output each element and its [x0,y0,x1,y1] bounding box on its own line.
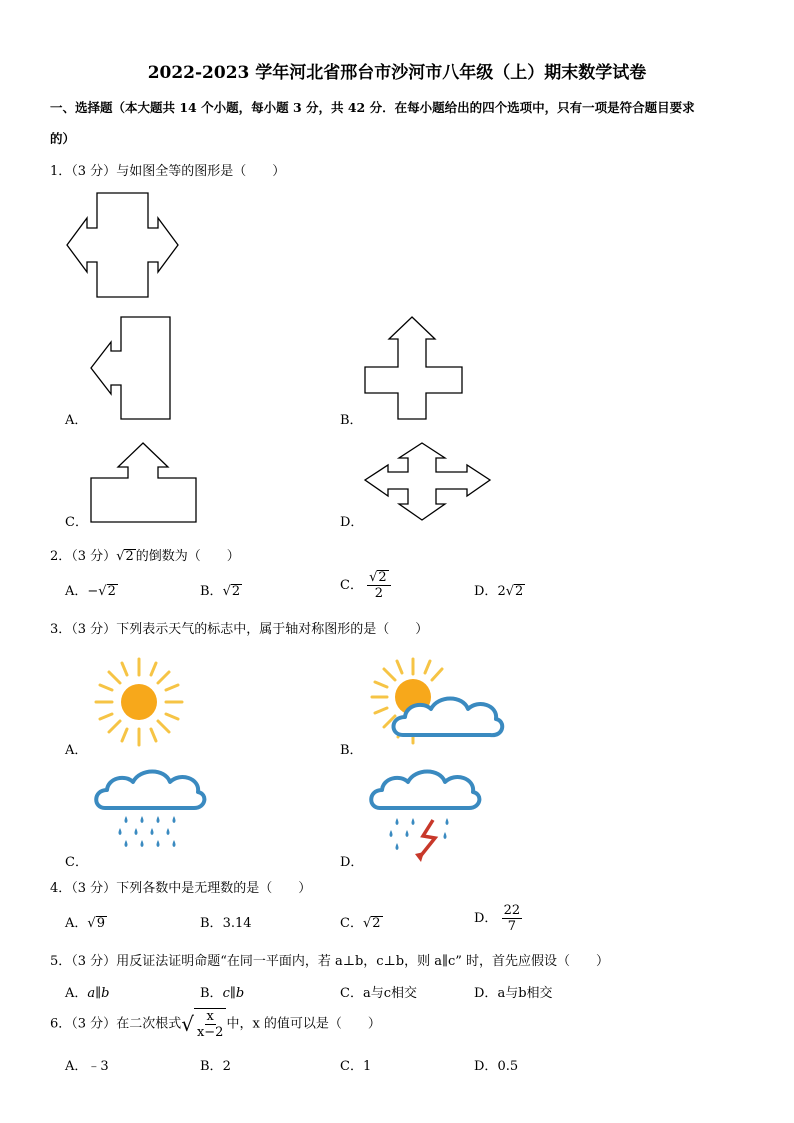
q6-option-d[interactable]: D．0.5 [474,1059,519,1074]
q1-option-a[interactable]: A． [65,413,88,428]
q1-option-c[interactable]: C． [65,515,88,530]
q1-option-d[interactable]: D． [340,515,364,530]
page-title: 2022-2023 学年河北省邢台市沙河市八年级（上）期末数学试卷 [147,63,647,83]
radical-fraction: $\frac{x}{x-2}$ [194,1008,227,1040]
q1-option-c-figure [88,440,203,525]
fraction: $\frac{22}{7}$ [503,903,521,934]
q6-option-b[interactable]: B．2 [200,1059,231,1074]
q2-option-a[interactable]: A．−√2 [65,584,116,599]
q3-option-a[interactable]: A． [65,743,88,758]
q3-option-b[interactable]: B． [340,743,363,758]
q1-option-a-figure [88,312,178,424]
question-4: 4．（3 分）下列各数中是无理数的是（ ） [50,881,312,896]
storm-cloud-icon [365,768,480,868]
q3-option-c[interactable]: C． [65,855,88,870]
q2-option-c[interactable]: C． $\frac{√2}{2}$ [340,570,391,601]
q1-option-b-figure [360,314,470,426]
section-heading: 一、选择题（本大题共 14 个小题，每小题 3 分，共 42 分．在每小题给出的四个选项中，只有一项是符合题目要求 [50,100,695,115]
q6-option-a[interactable]: A．﹣3 [65,1059,109,1074]
q5-option-b[interactable]: B．c∥b [200,986,245,1001]
question-1-text: 与如图全等的图形是（ ） [116,164,286,179]
q2-option-b[interactable]: B．√2 [200,584,241,599]
q4-option-b[interactable]: B．3.14 [200,916,252,931]
question-4-text: 下列各数中是无理数的是（ ） [116,881,312,896]
q4-option-c[interactable]: C．√2 [340,916,381,931]
question-3-text: 下列表示天气的标志中，属于轴对称图形的是（ ） [116,622,429,637]
question-6: 6．（3 分）在二次根式√ $\frac{x}{x-2}$ 中，x 的值可以是（ ） [50,1009,381,1040]
q4-option-a[interactable]: A．√9 [65,916,105,931]
question-3: 3．（3 分）下列表示天气的标志中，属于轴对称图形的是（ ） [50,622,429,637]
question-5: 5．（3 分）用反证法证明命题“在同一平面内，若 a⊥b，c⊥b，则 a∥c” 时，首先应假设（ ） [50,954,610,969]
fraction: $\frac{√2}{2}$ [367,570,391,601]
question-2-text: 的倒数为（ ） [135,549,240,564]
q2-option-d[interactable]: D．2√2 [474,584,524,599]
q1-reference-figure [60,188,185,303]
q3-option-d[interactable]: D． [340,855,364,870]
q5-option-a[interactable]: A．a∥b [65,986,110,1001]
sun-icon [92,655,187,750]
q5-option-d[interactable]: D．a与b相交 [474,986,553,1001]
question-1: 1．（3 分）与如图全等的图形是（ ） [50,164,286,179]
q1-option-b[interactable]: B． [340,413,363,428]
q6-option-c[interactable]: C．1 [340,1059,372,1074]
question-2: 2．（3 分）√2 的倒数为（ ） [50,549,240,564]
sqrt-radicand: 2 [125,549,134,564]
q4-option-d[interactable]: D． $\frac{22}{7}$ [474,903,521,934]
section-heading-cont: 的） [50,131,76,146]
q5-option-c[interactable]: C．a与c相交 [340,986,417,1001]
q1-option-d-figure [362,440,497,525]
sun-cloud-icon [368,655,508,750]
rain-cloud-icon [90,768,205,863]
